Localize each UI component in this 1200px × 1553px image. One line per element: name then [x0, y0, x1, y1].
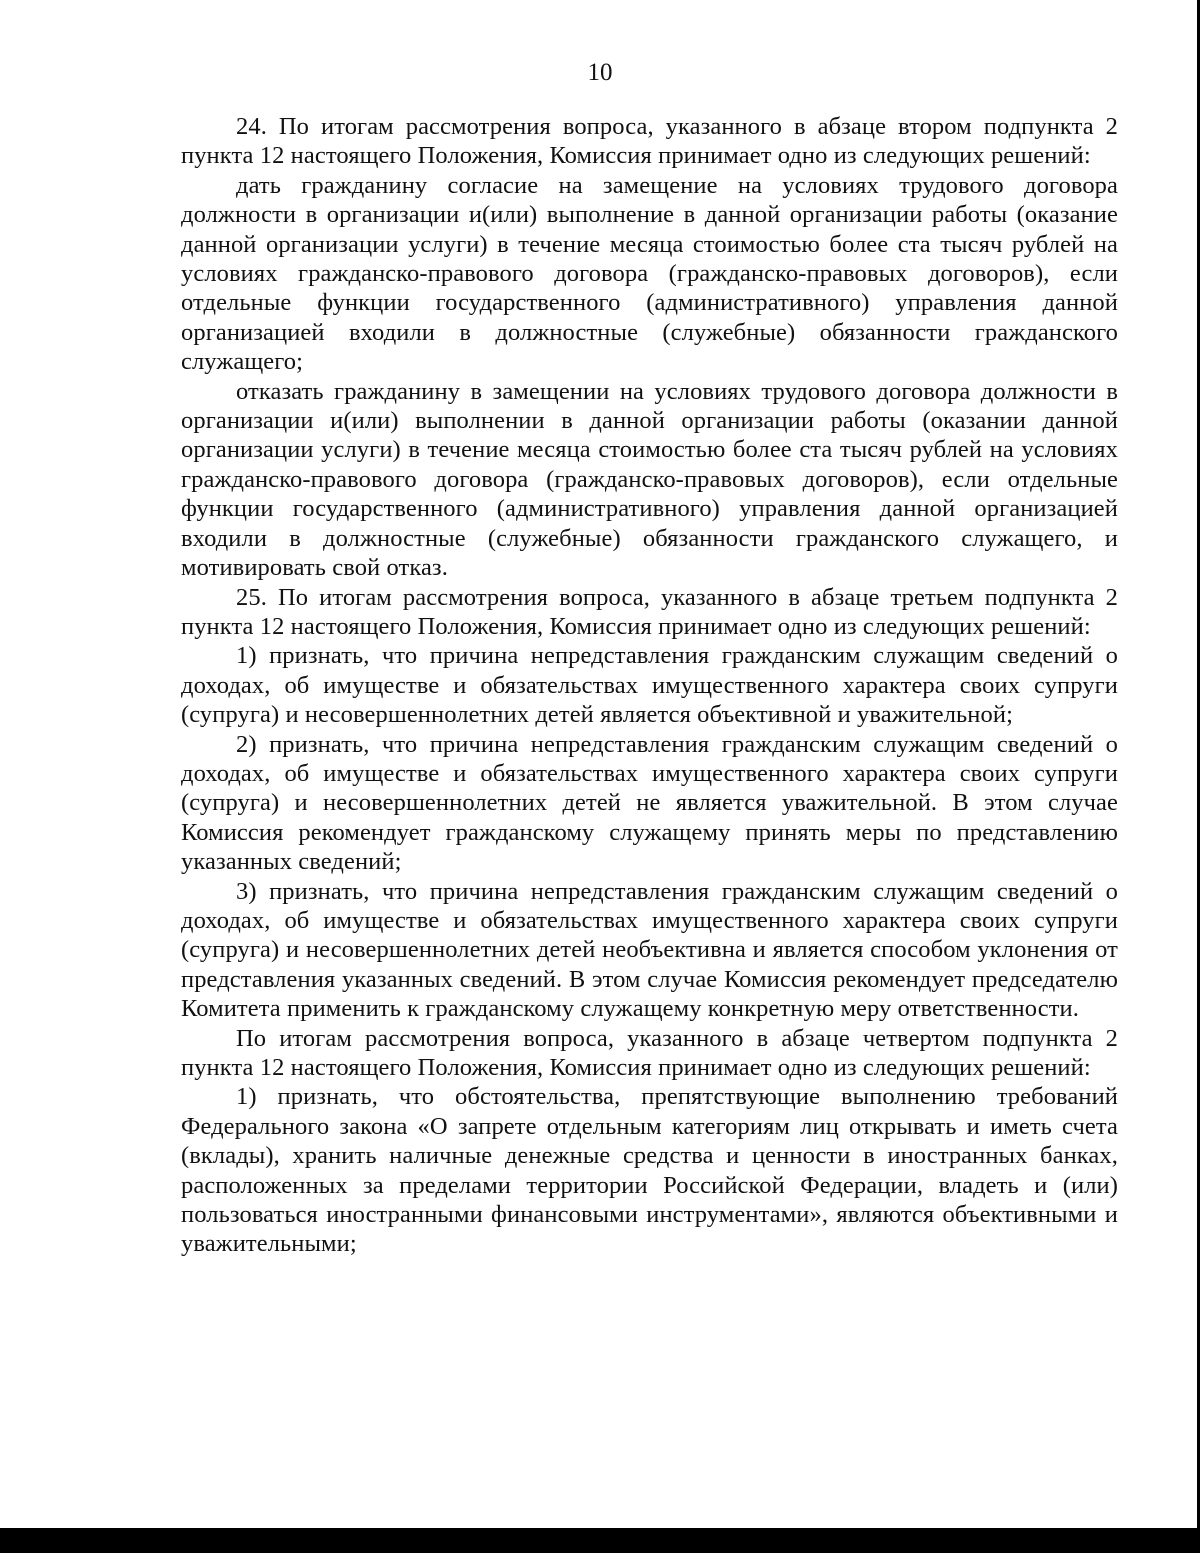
paragraph-24: 24. По итогам рассмотрения вопроса, указанного в абзаце втором подпункта 2 пункта 12 настоящего Положения, Комиссия принимает одно из следующих решений:: [181, 113, 1118, 170]
paragraph-refuse-consent: отказать гражданину в замещении на условиях трудового договора должности в организации и(или) выполнении в данной организации работы (оказании данной организации услуги) в течение месяца стоимостью более ста тысяч рублей на условиях гражданско-правового договора (гражданско-правовых договоров), если отдельные функции государственного (административного) управления данной организацией входили в должностные (служебные) обязанности гражданского служащего, и мотивировать свой отказ.: [181, 377, 1118, 582]
paragraph-fourth-abzac: По итогам рассмотрения вопроса, указанного в абзаце четвертом подпункта 2 пункта 12 настоящего Положения, Комиссия принимает одно из следующих решений:: [181, 1024, 1118, 1081]
paragraph-25-item-1: 1) признать, что причина непредставления гражданским служащим сведений о доходах, об имуществе и обязательствах имущественного характера своих супруги (супруга) и несовершеннолетних детей является объективной и уважительной;: [181, 642, 1118, 729]
paragraph-grant-consent: дать гражданину согласие на замещение на условиях трудового договора должности в организации и(или) выполнение в данной организации работы (оказание данной организации услуги) в течение месяца стоимостью более ста тысяч рублей на условиях гражданско-правового договора (гражданско-правовых договоров), если отдельные функции государственного (административного) управления данной организацией входили в должностные (служебные) обязанности гражданского служащего;: [181, 171, 1118, 376]
paragraph-25-item-3: 3) признать, что причина непредставления гражданским служащим сведений о доходах, об имуществе и обязательствах имущественного характера своих супруги (супруга) и несовершеннолетних детей необъективна и является способом уклонения от представления указанных сведений. В этом случае Комиссия рекомендует председателю Комитета применить к гражданскому служащему конкретную меру ответственности.: [181, 877, 1118, 1023]
document-body: [181, 112, 1118, 1259]
scan-edge-bottom: [0, 1528, 1200, 1553]
paragraph-25: 25. По итогам рассмотрения вопроса, указанного в абзаце третьем подпункта 2 пункта 12 настоящего Положения, Комиссия принимает одно из следующих решений:: [181, 583, 1118, 640]
page-number: 10: [587, 59, 613, 86]
paragraph-fourth-item-1: 1) признать, что обстоятельства, препятствующие выполнению требований Федерального закона «О запрете отдельным категориям лиц открывать и иметь счета (вклады), хранить наличные денежные средства и ценности в иностранных банках, расположенных за пределами территории Российской Федерации, владеть и (или) пользоваться иностранными финансовыми инструментами», являются объективными и уважительными;: [181, 1083, 1118, 1258]
paragraph-25-item-2: 2) признать, что причина непредставления гражданским служащим сведений о доходах, об имуществе и обязательствах имущественного характера своих супруги (супруга) и несовершеннолетних детей не является уважительной. В этом случае Комиссия рекомендует гражданскому служащему принять меры по представлению указанных сведений;: [181, 730, 1118, 876]
